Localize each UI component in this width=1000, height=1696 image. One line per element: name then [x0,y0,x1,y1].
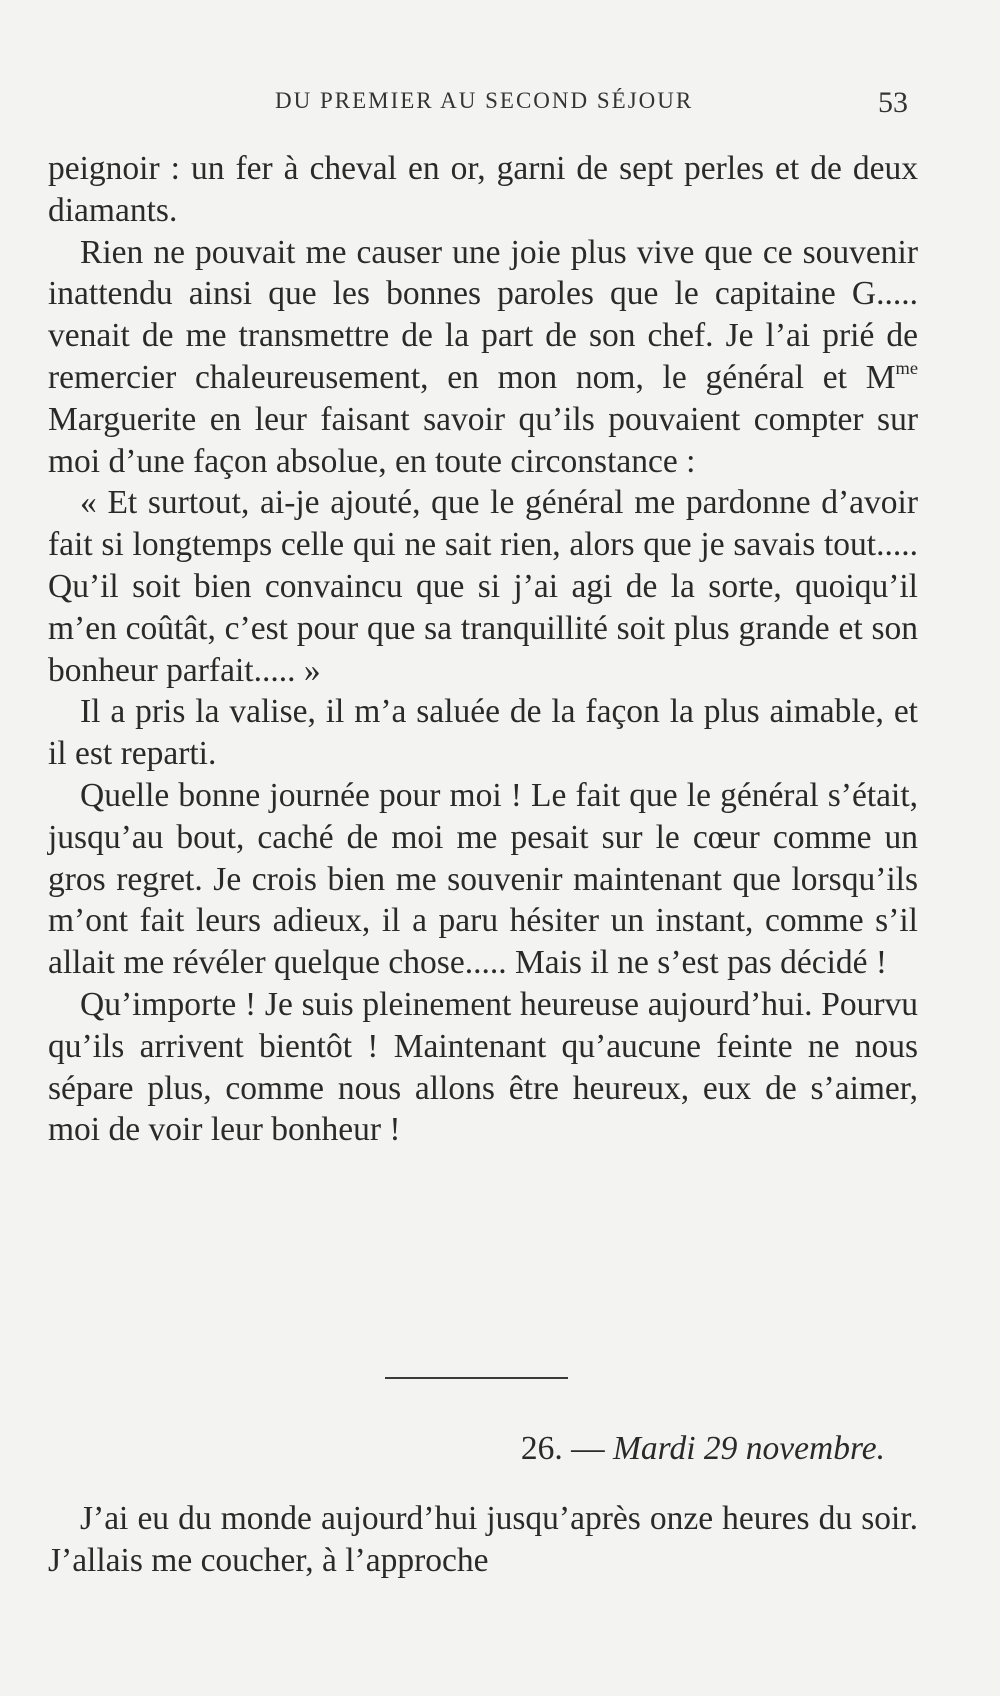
running-title: DU PREMIER AU SECOND SÉJOUR [275,88,694,113]
paragraph-2-end: Marguerite en leur faisant savoir qu’ils pouvaient compter sur moi d’une façon absolue, en toute circonstance : [48,400,918,480]
title-abbrev-superscript: me [895,358,919,379]
entry-heading [0,1428,885,1470]
paragraph-3: « Et surtout, ai-je ajouté, que le général me pardonne d’avoir fait si longtemps celle qui ne sait rien, alors que je savais tout..... Qu’il soit bien convaincu que si j’ai agi de la sorte, quoiqu’il m’en coûtât, c’est pour que sa tranquillité soit plus grande et son bonheur parfait..... » [48,484,918,689]
running-head [0,86,1000,126]
paragraph-2 [48,232,918,483]
title-abbrev [866,359,918,396]
entry-text [48,1498,918,1582]
paragraph-2-text: Rien ne pouvait me causer une joie plus vive que ce souvenir inattendu ainsi que les bonnes paroles que le capitaine G..... venait de me transmettre de la part de son chef. Je l’ai prié de remercier chaleureusement, en mon nom, le général et [48,233,918,396]
page-number: 53 [878,86,908,119]
paragraph-5: Quelle bonne journée pour moi ! Le fait que le général s’était, jusqu’au bout, caché de moi me pesait sur le cœur comme un gros regret. Je crois bien me souvenir maintenant que lorsqu’ils m’ont fait leurs adieux, il a paru hésiter un instant, comme s’il allait me révéler quelque chose..... Mais il ne s’est pas décidé ! [48,776,918,982]
title-abbrev-base: M [865,358,896,396]
paragraph-1: peignoir : un fer à cheval en or, garni de sept perles et de deux diamants. [48,150,918,229]
paragraph-6: Qu’importe ! Je suis pleinement heureuse aujourd’hui. Pourvu qu’ils arrivent bientôt ! Maintenant qu’aucune feinte ne nous sépare plus, comme nous allons être heureux, eux de s’aimer, moi de voir leur bonheur ! [48,985,918,1149]
entry-date: Mardi 29 novembre. [613,1430,885,1467]
paragraph-4: Il a pris la valise, il m’a saluée de la façon la plus aimable, et il est reparti. [48,693,918,773]
body-text [48,148,918,1151]
entry-number: 26. — [520,1430,605,1467]
entry-paragraph: J’ai eu du monde aujourd’hui jusqu’après onze heures du soir. J’allais me coucher, à l’approche [48,1500,918,1579]
section-divider [385,1377,568,1379]
